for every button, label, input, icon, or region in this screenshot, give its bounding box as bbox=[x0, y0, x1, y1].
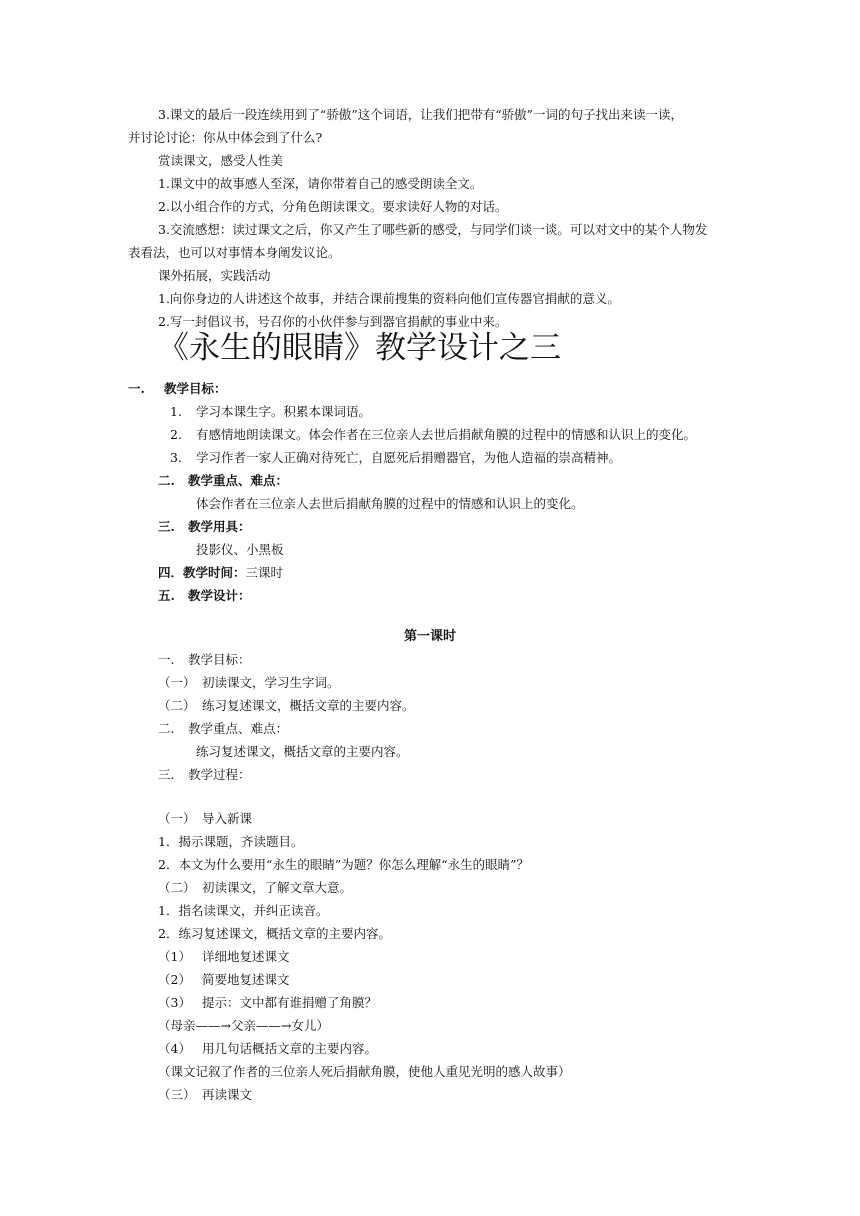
outline-number: （二） bbox=[158, 698, 196, 713]
list-item: 3.交流感想：读过课文之后，你又产生了哪些新的感受，与同学们谈一谈。可以对文中的某个人物发 bbox=[158, 222, 708, 237]
lesson-heading: 第一课时 bbox=[403, 629, 456, 644]
goal-text: 学习本课生字。积累本课词语。 bbox=[196, 404, 372, 419]
outline-text: 练习复述课文，概括文章的主要内容。 bbox=[196, 744, 409, 759]
outline-number: （一） bbox=[158, 675, 196, 690]
outline-heading: 初读课文，了解文章大意。 bbox=[202, 880, 353, 895]
outline-number: 二. bbox=[158, 473, 175, 488]
list-item: 2．练习复述课文，概括文章的主要内容。 bbox=[158, 926, 391, 941]
paragraph-line: 并讨论讨论：你从中体会到了什么? bbox=[128, 130, 323, 145]
goal-number: 3. bbox=[170, 450, 182, 465]
outline-text: 初读课文，学习生字词。 bbox=[202, 675, 340, 690]
outline-number: 一. bbox=[128, 381, 145, 396]
outline-number: （3） bbox=[158, 995, 191, 1010]
outline-heading: 教学重点、难点： bbox=[188, 721, 289, 736]
list-item: 详细地复述课文 bbox=[202, 949, 290, 964]
list-item: 用几句话概括文章的主要内容。 bbox=[202, 1041, 378, 1056]
outline-number: （1） bbox=[158, 949, 191, 964]
list-item: 提示：文中都有谁捐赠了角膜？ bbox=[202, 995, 378, 1010]
outline-number: （三） bbox=[158, 1087, 196, 1102]
list-item: 2.写一封倡议书，号召你的小伙伴参与到器官捐献的事业中来。 bbox=[158, 314, 508, 329]
outline-number: 二. bbox=[158, 721, 175, 736]
outline-heading: 再读课文 bbox=[202, 1087, 253, 1102]
outline-number: （4） bbox=[158, 1041, 191, 1056]
goal-number: 1. bbox=[170, 404, 182, 419]
outline-number: 一. bbox=[158, 652, 175, 667]
goal-text: 有感情地朗读课文。体会作者在三位亲人去世后捐献角膜的过程中的情感和认识上的变化。 bbox=[196, 427, 697, 442]
outline-heading: 导入新课 bbox=[202, 811, 253, 826]
outline-heading bbox=[158, 564, 283, 582]
outline-number: （一） bbox=[158, 811, 196, 826]
answer-note: （母亲——→父亲——→女儿） bbox=[158, 1018, 329, 1033]
paragraph-line: 3.课文的最后一段连续用到了“骄傲”这个词语，让我们把带有“骄傲”一词的句子找出来读一读， bbox=[158, 107, 683, 122]
section-heading: 课外拓展，实践活动 bbox=[158, 268, 271, 283]
list-item: 1．揭示课题，齐读题目。 bbox=[158, 834, 304, 849]
outline-heading: 教学用具： bbox=[188, 519, 251, 534]
goal-number: 2. bbox=[170, 427, 182, 442]
document-title: 《永生的眼睛》教学设计之三 bbox=[158, 330, 561, 366]
outline-heading: 教学过程： bbox=[188, 767, 251, 782]
outline-text: 体会作者在三位亲人去世后捐献角膜的过程中的情感和认识上的变化。 bbox=[196, 496, 584, 511]
outline-heading: 教学目标： bbox=[164, 381, 227, 396]
outline-number: （二） bbox=[158, 880, 196, 895]
goal-text: 学习作者一家人正确对待死亡，自愿死后捐赠器官，为他人造福的崇高精神。 bbox=[196, 450, 622, 465]
list-item: 1.课文中的故事感人至深，请你带着自己的感受朗读全文。 bbox=[158, 176, 483, 191]
outline-number: 五. bbox=[158, 588, 175, 603]
outline-text: 投影仪、小黑板 bbox=[196, 542, 284, 557]
outline-heading: 教学设计： bbox=[188, 588, 251, 603]
list-item: 2．本文为什么要用“永生的眼睛”为题？你怎么理解“永生的眼睛”？ bbox=[158, 857, 530, 872]
outline-text: 练习复述课文，概括文章的主要内容。 bbox=[202, 698, 415, 713]
outline-label: 四．教学时间： bbox=[158, 565, 246, 580]
outline-heading: 教学重点、难点： bbox=[188, 473, 289, 488]
outline-number: （2） bbox=[158, 972, 191, 987]
section-heading: 赏读课文，感受人性美 bbox=[158, 153, 284, 168]
outline-number: 三. bbox=[158, 519, 175, 534]
list-item: 1.向你身边的人讲述这个故事，并结合课前搜集的资料向他们宣传器官捐献的意义。 bbox=[158, 291, 620, 306]
list-item: 简要地复述课文 bbox=[202, 972, 290, 987]
answer-note: （课文记叙了作者的三位亲人死后捐献角膜，使他人重见光明的感人故事） bbox=[158, 1064, 571, 1079]
list-item: 2.以小组合作的方式，分角色朗读课文。要求读好人物的对话。 bbox=[158, 199, 508, 214]
outline-value: 三课时 bbox=[245, 565, 284, 580]
list-item: 1．指名读课文，并纠正读音。 bbox=[158, 903, 329, 918]
outline-heading: 教学目标： bbox=[188, 652, 251, 667]
paragraph-line: 表看法，也可以对事情本身阐发议论。 bbox=[128, 245, 341, 260]
outline-number: 三. bbox=[158, 767, 175, 782]
